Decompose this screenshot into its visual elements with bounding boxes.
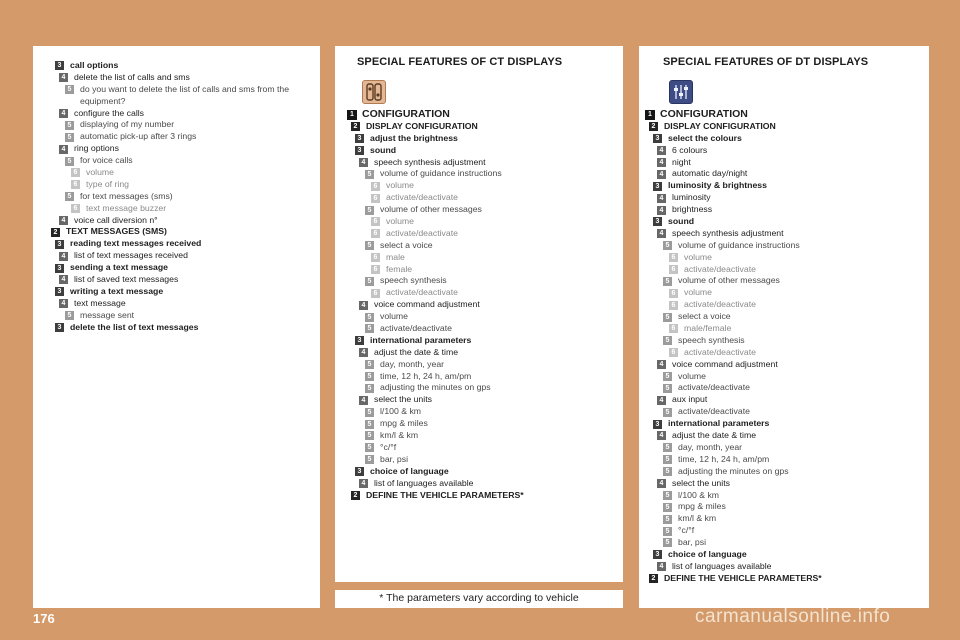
menu-row-label: for text messages (sms) xyxy=(80,190,173,201)
menu-row-label: luminosity xyxy=(672,192,711,203)
menu-row-label: volume xyxy=(386,180,415,191)
level-badge: 3 xyxy=(55,61,64,70)
menu-row-label: speech synthesis xyxy=(678,334,745,345)
level-badge: 4 xyxy=(657,229,666,238)
ct-section-title: SPECIAL FEATURES OF CT DISPLAYS xyxy=(357,56,563,68)
menu-row-label: CONFIGURATION xyxy=(660,108,748,120)
level-badge: 6 xyxy=(71,180,80,189)
level-badge: 4 xyxy=(359,396,368,405)
level-badge: 3 xyxy=(653,217,662,226)
watermark: carmanualsonline.info xyxy=(695,606,891,627)
level-badge: 6 xyxy=(669,324,678,333)
level-badge: 5 xyxy=(663,336,672,345)
level-badge: 2 xyxy=(51,228,60,237)
menu-row-label: automatic day/night xyxy=(672,168,748,179)
menu-row-label: female xyxy=(386,263,413,274)
menu-row-label: do you want to delete the list of calls and sms from the equipment? xyxy=(80,83,290,106)
menu-row-label: l/100 & km xyxy=(380,406,422,417)
menu-row-label: adjust the date & time xyxy=(374,346,459,357)
menu-row-label: choice of language xyxy=(370,465,449,476)
menu-row-label: speech synthesis adjustment xyxy=(672,227,784,238)
menu-row-label: l/100 & km xyxy=(678,489,720,500)
level-badge: 4 xyxy=(657,158,666,167)
menu-row-label: international parameters xyxy=(370,334,472,345)
level-badge: 3 xyxy=(55,323,64,332)
level-badge: 4 xyxy=(59,216,68,225)
menu-row-label: °c/°f xyxy=(380,441,397,452)
menu-row-label: activate/deactivate xyxy=(678,382,750,393)
menu-row-label: activate/deactivate xyxy=(684,299,756,310)
ct-display-settings-icon xyxy=(362,80,386,104)
level-badge: 5 xyxy=(365,206,374,215)
level-badge: 6 xyxy=(669,253,678,262)
menu-row-label: bar, psi xyxy=(678,537,707,548)
footnote: * The parameters vary according to vehicle xyxy=(379,592,579,604)
level-badge: 3 xyxy=(55,287,64,296)
menu-row-label: list of text messages received xyxy=(74,250,188,261)
level-badge: 5 xyxy=(65,133,74,142)
level-badge: 4 xyxy=(359,348,368,357)
level-badge: 1 xyxy=(347,110,357,120)
level-badge: 5 xyxy=(65,85,74,94)
menu-row-label: speech synthesis xyxy=(380,275,447,286)
level-badge: 5 xyxy=(365,384,374,393)
menu-row-label: CONFIGURATION xyxy=(362,108,450,120)
menu-row-label: sending a text message xyxy=(70,262,169,273)
menu-row-label: select the units xyxy=(374,394,432,405)
level-badge: 5 xyxy=(663,538,672,547)
level-badge: 3 xyxy=(355,467,364,476)
level-badge: 2 xyxy=(649,574,658,583)
level-badge: 5 xyxy=(365,455,374,464)
level-badge: 4 xyxy=(657,479,666,488)
menu-row-label: day, month, year xyxy=(380,358,445,369)
level-badge: 4 xyxy=(59,299,68,308)
level-badge: 6 xyxy=(71,168,80,177)
level-badge: 5 xyxy=(663,455,672,464)
level-badge: 6 xyxy=(669,301,678,310)
menu-row-label: type of ring xyxy=(86,178,129,189)
level-badge: 4 xyxy=(657,206,666,215)
menu-row-label: °c/°f xyxy=(678,525,695,536)
menu-row-label: activate/deactivate xyxy=(386,192,458,203)
level-badge: 5 xyxy=(365,372,374,381)
level-badge: 3 xyxy=(653,134,662,143)
level-badge: 2 xyxy=(351,491,360,500)
level-badge: 2 xyxy=(351,122,360,131)
level-badge: 6 xyxy=(371,217,380,226)
menu-row-label: international parameters xyxy=(668,418,770,429)
menu-row-label: select the colours xyxy=(668,132,742,143)
menu-row-label: activate/deactivate xyxy=(684,346,756,357)
menu-row-label: 6 colours xyxy=(672,144,708,155)
menu-row-label: text message buzzer xyxy=(86,202,167,213)
level-badge: 5 xyxy=(65,311,74,320)
level-badge: 3 xyxy=(653,182,662,191)
menu-row-label: km/l & km xyxy=(678,513,717,524)
menu-row-label: list of languages available xyxy=(672,560,772,571)
level-badge: 3 xyxy=(55,264,64,273)
menu-row-label: reading text messages received xyxy=(70,238,202,249)
level-badge: 5 xyxy=(663,467,672,476)
menu-row-label: time, 12 h, 24 h, am/pm xyxy=(380,370,472,381)
level-badge: 5 xyxy=(365,170,374,179)
menu-row-label: volume xyxy=(86,167,115,178)
level-badge: 5 xyxy=(663,384,672,393)
menu-row-label: brightness xyxy=(672,204,713,215)
menu-row-label: night xyxy=(672,156,691,167)
level-badge: 6 xyxy=(371,194,380,203)
level-badge: 3 xyxy=(653,420,662,429)
dt-section-title: SPECIAL FEATURES OF DT DISPLAYS xyxy=(663,56,869,68)
menu-row-label: delete the list of text messages xyxy=(70,321,199,332)
level-badge: 2 xyxy=(649,122,658,131)
level-badge: 5 xyxy=(663,313,672,322)
menu-row-label: day, month, year xyxy=(678,441,743,452)
level-badge: 5 xyxy=(663,515,672,524)
menu-row-label: volume xyxy=(684,287,713,298)
menu-row-label: select the units xyxy=(672,477,730,488)
menu-row-label: DEFINE THE VEHICLE PARAMETERS* xyxy=(664,572,822,583)
menu-row-label: volume of other messages xyxy=(678,275,780,286)
menu-row-label: volume of other messages xyxy=(380,204,482,215)
level-badge: 3 xyxy=(355,134,364,143)
level-badge: 4 xyxy=(657,562,666,571)
menu-row-label: DISPLAY CONFIGURATION xyxy=(366,120,478,131)
level-badge: 5 xyxy=(365,431,374,440)
menu-row-label: activate/deactivate xyxy=(380,323,452,334)
menu-row-label: voice call diversion n° xyxy=(74,214,158,225)
level-badge: 4 xyxy=(657,396,666,405)
page-number: 176 xyxy=(33,611,55,626)
level-badge: 5 xyxy=(365,408,374,417)
level-badge: 6 xyxy=(669,289,678,298)
menu-row-label: male/female xyxy=(684,323,732,334)
menu-row-label: male xyxy=(386,251,405,262)
level-badge: 6 xyxy=(71,204,80,213)
level-badge: 5 xyxy=(365,443,374,452)
level-badge: 6 xyxy=(371,265,380,274)
level-badge: 4 xyxy=(657,170,666,179)
dt-display-settings-icon xyxy=(669,80,693,104)
menu-row-label: activate/deactivate xyxy=(386,227,458,238)
menu-row-label: writing a text message xyxy=(70,285,164,296)
menu-row-label: configure the calls xyxy=(74,107,145,118)
level-badge: 4 xyxy=(359,158,368,167)
menu-row-label: mpg & miles xyxy=(678,501,726,512)
level-badge: 5 xyxy=(663,491,672,500)
level-badge: 5 xyxy=(663,408,672,417)
menu-row-label: DEFINE THE VEHICLE PARAMETERS* xyxy=(366,489,524,500)
menu-row-label: text message xyxy=(74,297,126,308)
ct-displays-panel xyxy=(335,46,623,582)
menu-row-label: adjusting the minutes on gps xyxy=(380,382,491,393)
menu-row-label: adjust the date & time xyxy=(672,430,757,441)
level-badge: 3 xyxy=(653,550,662,559)
level-badge: 4 xyxy=(657,146,666,155)
menu-row-label: call options xyxy=(70,60,119,70)
menu-row-label: volume xyxy=(386,216,415,227)
menu-row-label: choice of language xyxy=(668,548,747,559)
level-badge: 4 xyxy=(59,275,68,284)
menu-row-label: select a voice xyxy=(678,311,731,322)
level-badge: 3 xyxy=(55,240,64,249)
menu-row-label: adjusting the minutes on gps xyxy=(678,465,789,476)
level-badge: 5 xyxy=(365,420,374,429)
level-badge: 5 xyxy=(65,192,74,201)
menu-row-label: list of saved text messages xyxy=(74,274,179,285)
menu-row-label: time, 12 h, 24 h, am/pm xyxy=(678,453,770,464)
level-badge: 5 xyxy=(365,277,374,286)
level-badge: 4 xyxy=(59,145,68,154)
menu-row-label: activate/deactivate xyxy=(678,406,750,417)
menu-row-label: bar, psi xyxy=(380,453,409,464)
level-badge: 6 xyxy=(669,265,678,274)
level-badge: 4 xyxy=(59,252,68,261)
level-badge: 4 xyxy=(657,431,666,440)
level-badge: 6 xyxy=(371,229,380,238)
menu-row-label: select a voice xyxy=(380,239,433,250)
level-badge: 5 xyxy=(65,121,74,130)
level-badge: 4 xyxy=(59,109,68,118)
level-badge: 5 xyxy=(663,241,672,250)
level-badge: 6 xyxy=(371,182,380,191)
menu-row-label: speech synthesis adjustment xyxy=(374,156,486,167)
level-badge: 4 xyxy=(359,479,368,488)
dt-displays-panel xyxy=(639,46,929,608)
menu-row-label: for voice calls xyxy=(80,155,133,166)
menu-row-label: TEXT MESSAGES (SMS) xyxy=(66,226,167,237)
level-badge: 5 xyxy=(663,443,672,452)
level-badge: 5 xyxy=(663,527,672,536)
menu-row-label: sound xyxy=(370,144,397,155)
level-badge: 5 xyxy=(663,277,672,286)
level-badge: 5 xyxy=(365,313,374,322)
level-badge: 3 xyxy=(355,336,364,345)
menu-row-label: activate/deactivate xyxy=(386,287,458,298)
menu-row-label: volume xyxy=(380,311,409,322)
level-badge: 4 xyxy=(657,194,666,203)
menu-row-label: message sent xyxy=(80,309,135,320)
menu-row-label: volume xyxy=(678,370,707,381)
level-badge: 5 xyxy=(663,372,672,381)
level-badge: 5 xyxy=(365,241,374,250)
level-badge: 5 xyxy=(65,157,74,166)
menu-row-label: adjust the brightness xyxy=(370,132,458,143)
menu-row-label: activate/deactivate xyxy=(684,263,756,274)
menu-row-label: automatic pick-up after 3 rings xyxy=(80,131,197,142)
menu-row-label: volume of guidance instructions xyxy=(380,168,502,179)
level-badge: 5 xyxy=(365,324,374,333)
menu-row-label: aux input xyxy=(672,394,708,405)
left-menu-panel xyxy=(33,46,320,608)
level-badge: 4 xyxy=(359,301,368,310)
menu-row-label: DISPLAY CONFIGURATION xyxy=(664,120,776,131)
menu-row-label: ring options xyxy=(74,143,119,154)
menu-row-label: mpg & miles xyxy=(380,418,428,429)
level-badge: 1 xyxy=(645,110,655,120)
menu-row-label: list of languages available xyxy=(374,477,474,488)
menu-row-label: voice command adjustment xyxy=(374,299,480,310)
level-badge: 6 xyxy=(669,348,678,357)
menu-row-label: luminosity & brightness xyxy=(668,180,767,191)
level-badge: 5 xyxy=(663,503,672,512)
menu-row-label: volume of guidance instructions xyxy=(678,239,800,250)
level-badge: 3 xyxy=(355,146,364,155)
level-badge: 5 xyxy=(365,360,374,369)
menu-row-label: delete the list of calls and sms xyxy=(74,71,190,82)
menu-row-label: displaying of my number xyxy=(80,119,175,130)
level-badge: 4 xyxy=(657,360,666,369)
menu-row-label: volume xyxy=(684,251,713,262)
footnote-box xyxy=(335,590,623,608)
level-badge: 6 xyxy=(371,289,380,298)
level-badge: 6 xyxy=(371,253,380,262)
menu-row-label: sound xyxy=(668,216,695,227)
level-badge: 4 xyxy=(59,73,68,82)
menu-row-label: voice command adjustment xyxy=(672,358,778,369)
menu-row-label: km/l & km xyxy=(380,430,419,441)
